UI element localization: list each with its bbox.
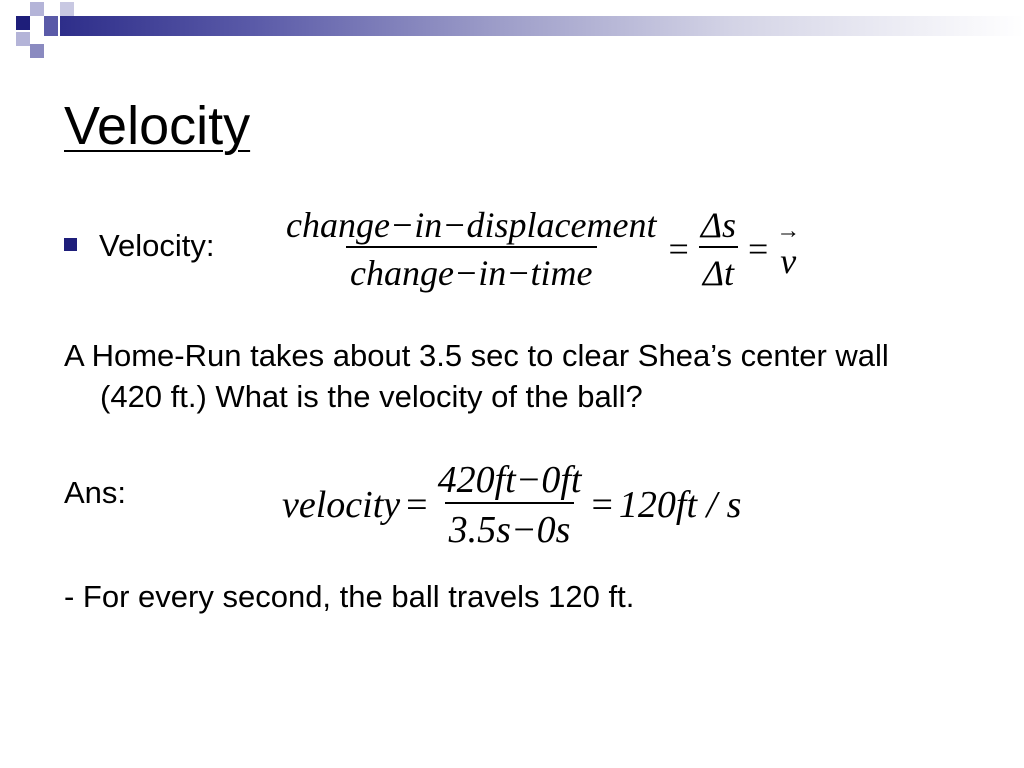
conclusion-text: - For every second, the ball travels 120 ft.	[64, 579, 635, 614]
decor-square-light	[30, 2, 44, 16]
equals-sign: =	[406, 484, 428, 526]
vector-arrow: →	[776, 218, 801, 244]
answer-label: Ans:	[64, 475, 127, 510]
answer-formula	[282, 458, 741, 552]
definition-fraction	[282, 204, 661, 294]
equals-sign: =	[668, 229, 689, 269]
answer-fraction	[434, 458, 586, 552]
bullet-marker	[64, 238, 77, 251]
bullet-velocity	[64, 228, 214, 264]
delta-fraction	[697, 204, 740, 294]
vector-v: v	[780, 241, 797, 281]
decor-square-mid	[44, 16, 58, 36]
equals-sign: =	[591, 484, 613, 526]
equals-sign: =	[747, 229, 769, 269]
question-text: A Home-Run takes about 3.5 sec to clear Shea’s center wall (420 ft.) What is the velocity of the ball?	[64, 338, 889, 414]
question-paragraph	[64, 335, 944, 417]
answer-numerator: 420ft−0ft	[437, 459, 582, 501]
velocity-vector	[776, 219, 800, 279]
answer-result: 120ft / s	[618, 484, 742, 526]
slide-header-decoration	[0, 0, 1024, 60]
definition-denominator: change−in−time	[346, 246, 597, 294]
answer-lhs: velocity	[282, 484, 401, 526]
header-gradient-bar	[60, 16, 1024, 36]
velocity-definition-formula	[282, 204, 800, 294]
definition-numerator: change−in−displacement	[286, 205, 657, 245]
decor-square-mid	[30, 44, 44, 58]
answer-denominator: 3.5s−0s	[445, 502, 575, 552]
decor-square-light	[60, 2, 74, 16]
delta-s: Δs	[700, 205, 736, 245]
decor-square-light	[16, 32, 30, 46]
bullet-label: Velocity:	[99, 228, 215, 263]
decor-square-dark	[16, 16, 30, 30]
delta-t: Δt	[699, 246, 738, 294]
slide-title: Velocity	[64, 96, 251, 156]
